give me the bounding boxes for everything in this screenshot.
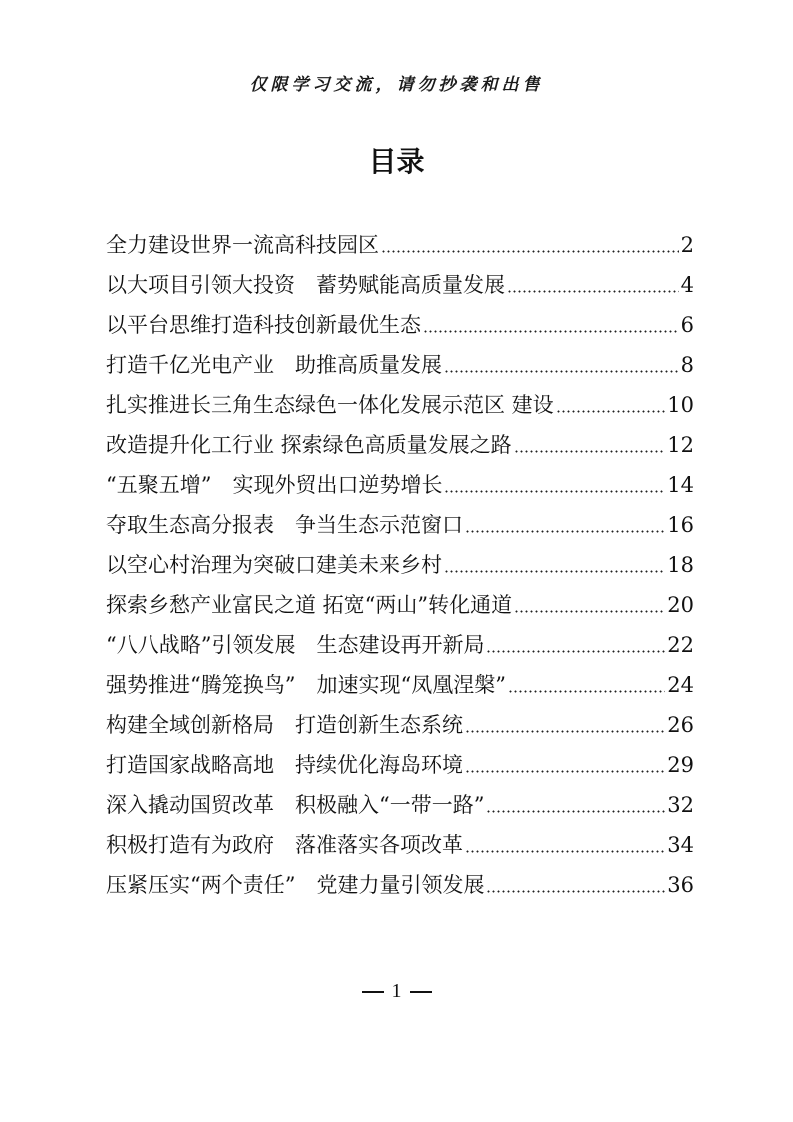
- toc-entry[interactable]: [106, 305, 694, 345]
- toc-entry[interactable]: [106, 345, 694, 385]
- dot-leader: [465, 730, 665, 733]
- toc-entry-page: 18: [667, 553, 694, 577]
- toc-entry[interactable]: [106, 745, 694, 785]
- toc-entry[interactable]: [106, 625, 694, 665]
- toc-entry-page: 36: [667, 873, 694, 897]
- dot-leader: [444, 570, 665, 573]
- toc-entry[interactable]: [106, 825, 694, 865]
- dot-leader: [486, 810, 665, 813]
- dot-leader: [507, 290, 679, 293]
- toc-entry-title: 打造千亿光电产业 助推高质量发展: [106, 353, 442, 377]
- dot-leader: [514, 450, 666, 453]
- toc-entry-page: 12: [667, 433, 694, 457]
- dot-leader: [381, 250, 679, 253]
- toc-entry-title: 积极打造有为政府 落准落实各项改革: [106, 833, 463, 857]
- toc-entry-page: 29: [667, 753, 694, 777]
- dot-leader: [465, 530, 665, 533]
- toc-entry-page: 26: [667, 713, 694, 737]
- toc-entry[interactable]: [106, 425, 694, 465]
- toc-entry-page: 10: [667, 393, 694, 417]
- dot-leader: [444, 370, 679, 373]
- toc-entry-title: 深入撬动国贸改革 积极融入“一带一路”: [106, 793, 485, 817]
- toc-entry[interactable]: [106, 865, 694, 905]
- toc-entry-page: 4: [680, 273, 694, 297]
- toc-entry-page: 16: [667, 513, 694, 537]
- dot-leader: [508, 690, 665, 693]
- toc-entry-title: “五聚五增” 实现外贸出口逆势增长: [106, 473, 443, 497]
- toc-entry[interactable]: [106, 505, 694, 545]
- table-of-contents: [106, 225, 694, 905]
- toc-entry[interactable]: [106, 265, 694, 305]
- toc-entry-title: 以大项目引领大投资 蓄势赋能高质量发展: [106, 273, 505, 297]
- page-title: 目录: [368, 145, 425, 178]
- dash-right: [410, 991, 432, 993]
- toc-entry[interactable]: [106, 545, 694, 585]
- dot-leader: [556, 410, 666, 413]
- toc-entry[interactable]: [106, 465, 694, 505]
- toc-entry-title: 全力建设世界一流高科技园区: [106, 233, 379, 257]
- page-number: 1: [391, 980, 402, 1002]
- toc-entry-title: 以空心村治理为突破口建美未来乡村: [106, 553, 442, 577]
- toc-entry-page: 24: [667, 673, 694, 697]
- toc-entry-title: 夺取生态高分报表 争当生态示范窗口: [106, 513, 463, 537]
- toc-entry-title: 以平台思维打造科技创新最优生态: [106, 313, 421, 337]
- toc-entry-page: 20: [667, 593, 694, 617]
- toc-entry[interactable]: [106, 785, 694, 825]
- header-note: 仅限学习交流，请勿抄袭和出售: [249, 75, 544, 95]
- dash-left: [362, 991, 384, 993]
- toc-entry-page: 14: [667, 473, 694, 497]
- page-footer: [0, 980, 793, 1003]
- toc-entry[interactable]: [106, 225, 694, 265]
- toc-entry-page: 2: [680, 233, 694, 257]
- toc-entry[interactable]: [106, 385, 694, 425]
- dot-leader: [486, 890, 665, 893]
- toc-entry-page: 22: [667, 633, 694, 657]
- toc-entry-page: 8: [680, 353, 694, 377]
- toc-entry[interactable]: [106, 705, 694, 745]
- toc-entry-title: “八八战略”引领发展 生态建设再开新局: [106, 633, 485, 657]
- toc-entry-title: 强势推进“腾笼换鸟” 加速实现“凤凰涅槃”: [106, 673, 506, 697]
- toc-entry[interactable]: [106, 585, 694, 625]
- dot-leader: [423, 330, 679, 333]
- dot-leader: [514, 610, 665, 613]
- toc-entry-page: 6: [680, 313, 694, 337]
- toc-entry-title: 压紧压实“两个责任” 党建力量引领发展: [106, 873, 485, 897]
- toc-entry-title: 扎实推进长三角生态绿色一体化发展示范区 建设: [106, 393, 554, 417]
- toc-entry-page: 34: [667, 833, 694, 857]
- toc-entry-title: 探索乡愁产业富民之道 拓宽“两山”转化通道: [106, 593, 513, 617]
- dot-leader: [444, 490, 665, 493]
- dot-leader: [486, 650, 665, 653]
- dot-leader: [465, 850, 665, 853]
- toc-entry-page: 32: [667, 793, 694, 817]
- toc-entry[interactable]: [106, 665, 694, 705]
- toc-entry-title: 改造提升化工行业 探索绿色高质量发展之路: [106, 433, 512, 457]
- dot-leader: [465, 770, 665, 773]
- toc-entry-title: 打造国家战略高地 持续优化海岛环境: [106, 753, 463, 777]
- toc-entry-title: 构建全域创新格局 打造创新生态系统: [106, 713, 463, 737]
